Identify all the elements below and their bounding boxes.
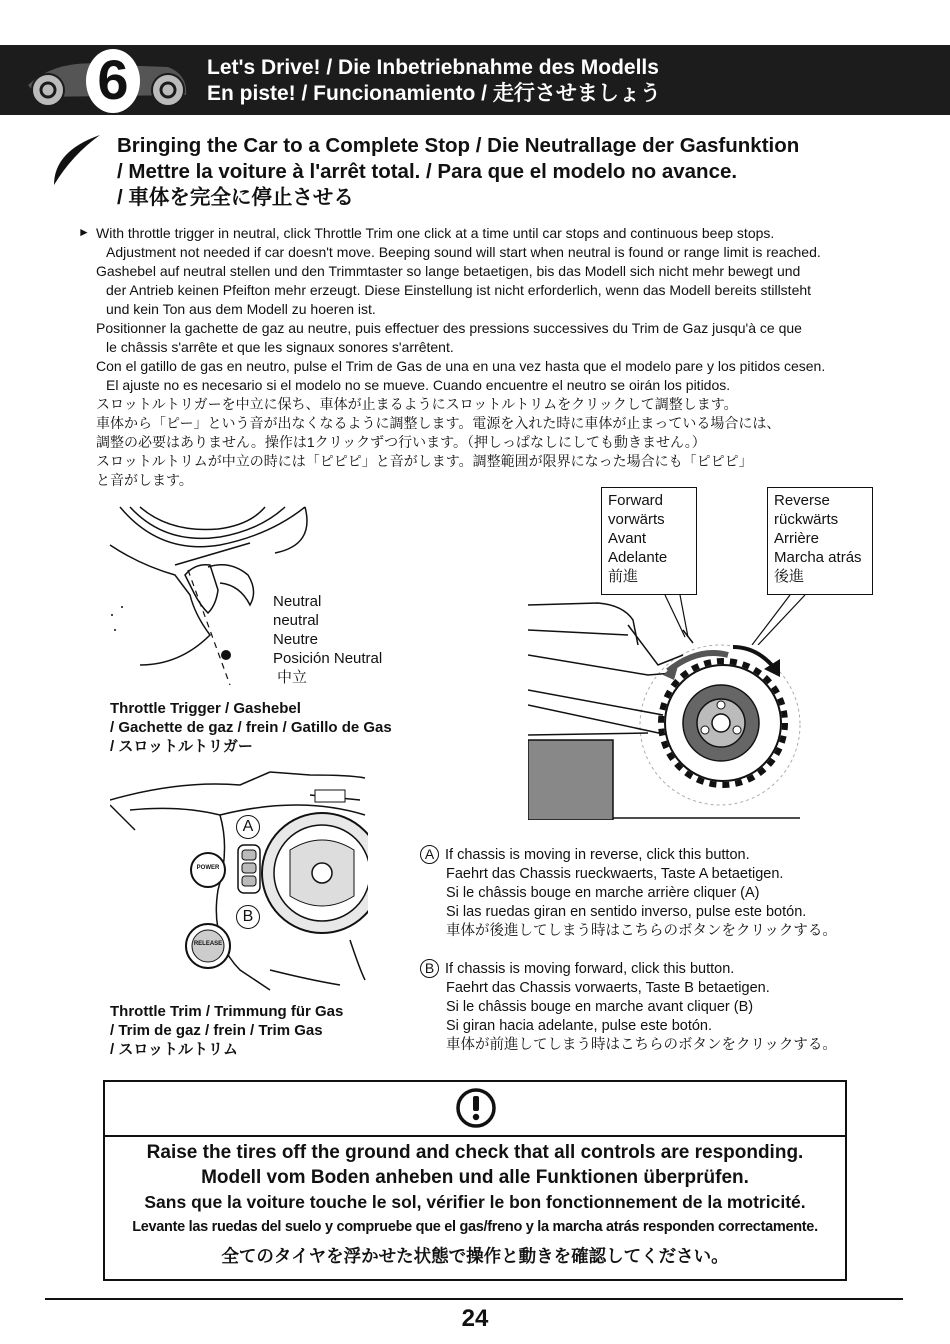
warning-line2: Modell vom Boden anheben und alle Funktionen überprüfen. [201, 1167, 749, 1188]
warning-line3: Sans que la voiture touche le sol, vérifier le bon fonctionnement de la motricité. [144, 1192, 806, 1212]
section-crescent-icon [52, 133, 108, 188]
bullet-arrow-icon: ► [78, 225, 90, 239]
trim-b-line3: Si le châssis bouge en marche avant cliquer (B) [446, 999, 754, 1015]
neutral-label-en: Neutral [273, 593, 322, 610]
trim-b-line2: Faehrt das Chassis vorwaerts, Taste B betaetigen. [446, 980, 770, 996]
reverse-label-box [767, 487, 873, 595]
trigger-caption-line1: Throttle Trigger / Gashebel [110, 700, 301, 717]
trim-a-line5: 車体が後進してしまう時はこちらのボタンをクリックする。 [446, 923, 837, 939]
trim-caption-line1: Throttle Trim / Trimmung für Gas [110, 1003, 344, 1020]
power-button-label: POWER [196, 865, 220, 871]
release-button-label: RELEASE [193, 941, 223, 947]
trim-caption-line3: / スロットルトリム [110, 1041, 239, 1058]
forward-label-ja: 前進 [608, 568, 639, 585]
instructions-text [96, 224, 911, 490]
reverse-label-fr: Arrière [774, 530, 820, 547]
trim-b-line5: 車体が前進してしまう時はこちらのボタンをクリックする。 [446, 1037, 837, 1053]
section-title-line2: / Mettre la voiture à l'arrêt total. / Para que el modelo no avance. [117, 160, 738, 183]
trim-caption [110, 1002, 343, 1059]
instr-es2: El ajuste no es necesario si el modelo no se mueve. Cuando encuentre el neutro se oirán los pitidos. [106, 377, 731, 393]
trigger-caption-line2: / Gachette de gaz / frein / Gatillo de Gas [110, 719, 392, 736]
reverse-label-ja: 後進 [774, 568, 805, 585]
trigger-caption [110, 699, 392, 756]
instr-ja3: 調整の必要はありません。操作は1クリックずつ行います。（押しっぱなしにしても動きません。） [96, 434, 706, 450]
forward-label-en: Forward [608, 492, 664, 509]
forward-label-es: Adelante [608, 549, 668, 566]
reverse-label-en: Reverse [774, 492, 830, 509]
header-title [207, 55, 661, 107]
warning-line5: 全てのタイヤを浮かせた状態で操作と動きを確認してください。 [221, 1246, 729, 1266]
trim-b-instructions [420, 959, 837, 1055]
trim-label-b: B [236, 905, 260, 929]
trim-caption-line2: / Trim de gaz / frein / Trim Gas [110, 1022, 323, 1039]
header-title-line1: Let's Drive! / Die Inbetriebnahme des Modells [207, 56, 659, 79]
instr-de3: und kein Ton aus dem Modell zu hoeren ist. [106, 301, 376, 317]
neutral-label-fr: Neutre [273, 631, 319, 648]
trim-b-line4: Si giran hacia adelante, pulse este botón. [446, 1018, 713, 1034]
step-number: 6 [97, 48, 129, 111]
instr-ja1: スロットルトリガーを中立に保ち、車体が止まるようにスロットルトリムをクリックして調整します。 [96, 396, 738, 412]
forward-label-box [601, 487, 697, 595]
trim-a-instructions [420, 845, 837, 941]
warning-line1: Raise the tires off the ground and check that all controls are responding. [146, 1142, 804, 1163]
instr-ja2: 車体から「ピー」という音が出なくなるように調整します。電源を入れた時に車体が止まっている場合には、 [96, 415, 781, 431]
instr-en2: Adjustment not needed if car doesn't move. Beeping sound will start when neutral is found or range limit is reached. [106, 244, 821, 260]
footer-rule [45, 1298, 903, 1300]
neutral-labels [273, 592, 382, 687]
trim-a-line3: Si le châssis bouge en marche arrière cliquer (A) [446, 885, 760, 901]
section-title-line1: Bringing the Car to a Complete Stop / Die Neutrallage der Gasfunktion [117, 134, 800, 157]
trim-b-letter: B [420, 959, 439, 978]
neutral-label-de: neutral [273, 612, 319, 629]
instr-es1: Con el gatillo de gas en neutro, pulse el Trim de Gas de una en una vez hasta que el modelo pare y los pitidos cesen. [96, 358, 826, 374]
section-title [117, 133, 917, 211]
header-title-line2: En piste! / Funcionamiento / 走行させましょう [207, 82, 661, 105]
trim-a-line1: If chassis is moving in reverse, click this button. [445, 847, 750, 863]
neutral-label-es: Posición Neutral [273, 650, 383, 667]
forward-label-de: vorwärts [608, 511, 665, 528]
warning-text [105, 1140, 845, 1272]
callout-pointers [640, 595, 815, 645]
instr-fr2: le châssis s'arrête et que les signaux sonores s'arrêtent. [106, 339, 454, 355]
trim-b-line1: If chassis is moving forward, click this button. [445, 961, 735, 977]
trim-a-letter: A [420, 845, 439, 864]
instr-ja5: と音がします。 [96, 472, 193, 488]
reverse-label-es: Marcha atrás [774, 549, 862, 566]
reverse-label-de: rückwärts [774, 511, 839, 528]
trim-label-a: A [236, 815, 260, 839]
throttle-trim-illustration [110, 770, 368, 992]
trigger-caption-line3: / スロットルトリガー [110, 738, 253, 755]
instr-ja4: スロットルトリムが中立の時には「ピピピ」と音がします。調整範囲が限界になった場合にも「ピピピ」 [96, 453, 753, 469]
neutral-label-ja: 中立 [277, 669, 308, 686]
warning-line4: Levante las ruedas del suelo y compruebe que el gas/freno y la marcha atrás responden correctamente. [132, 1219, 818, 1235]
page-number: 24 [461, 1305, 489, 1332]
section-title-line3: / 車体を完全に停止させる [117, 186, 354, 209]
instr-fr1: Positionner la gachette de gaz au neutre, puis effectuer des pressions successives du Trim de Gaz jusqu'à ce que [96, 320, 802, 336]
warning-exclamation-icon [455, 1086, 497, 1130]
forward-label-fr: Avant [608, 530, 647, 547]
trim-a-line2: Faehrt das Chassis rueckwaerts, Taste A betaetigen. [446, 866, 784, 882]
instr-de2: der Antrieb keinen Pfeifton mehr erzeugt. Diese Einstellung ist nicht erforderlich, wenn das Modell bereits stillsteht [106, 282, 812, 298]
trim-a-line4: Si las ruedas giran en sentido inverso, pulse este botón. [446, 904, 807, 920]
instr-en1: With throttle trigger in neutral, click Throttle Trim one click at a time until car stops and continuous beep stops. [96, 225, 775, 241]
instr-de1: Gashebel auf neutral stellen und den Trimmtaster so lange betaetigen, bis das Modell sich nicht mehr bewegt und [96, 263, 801, 279]
